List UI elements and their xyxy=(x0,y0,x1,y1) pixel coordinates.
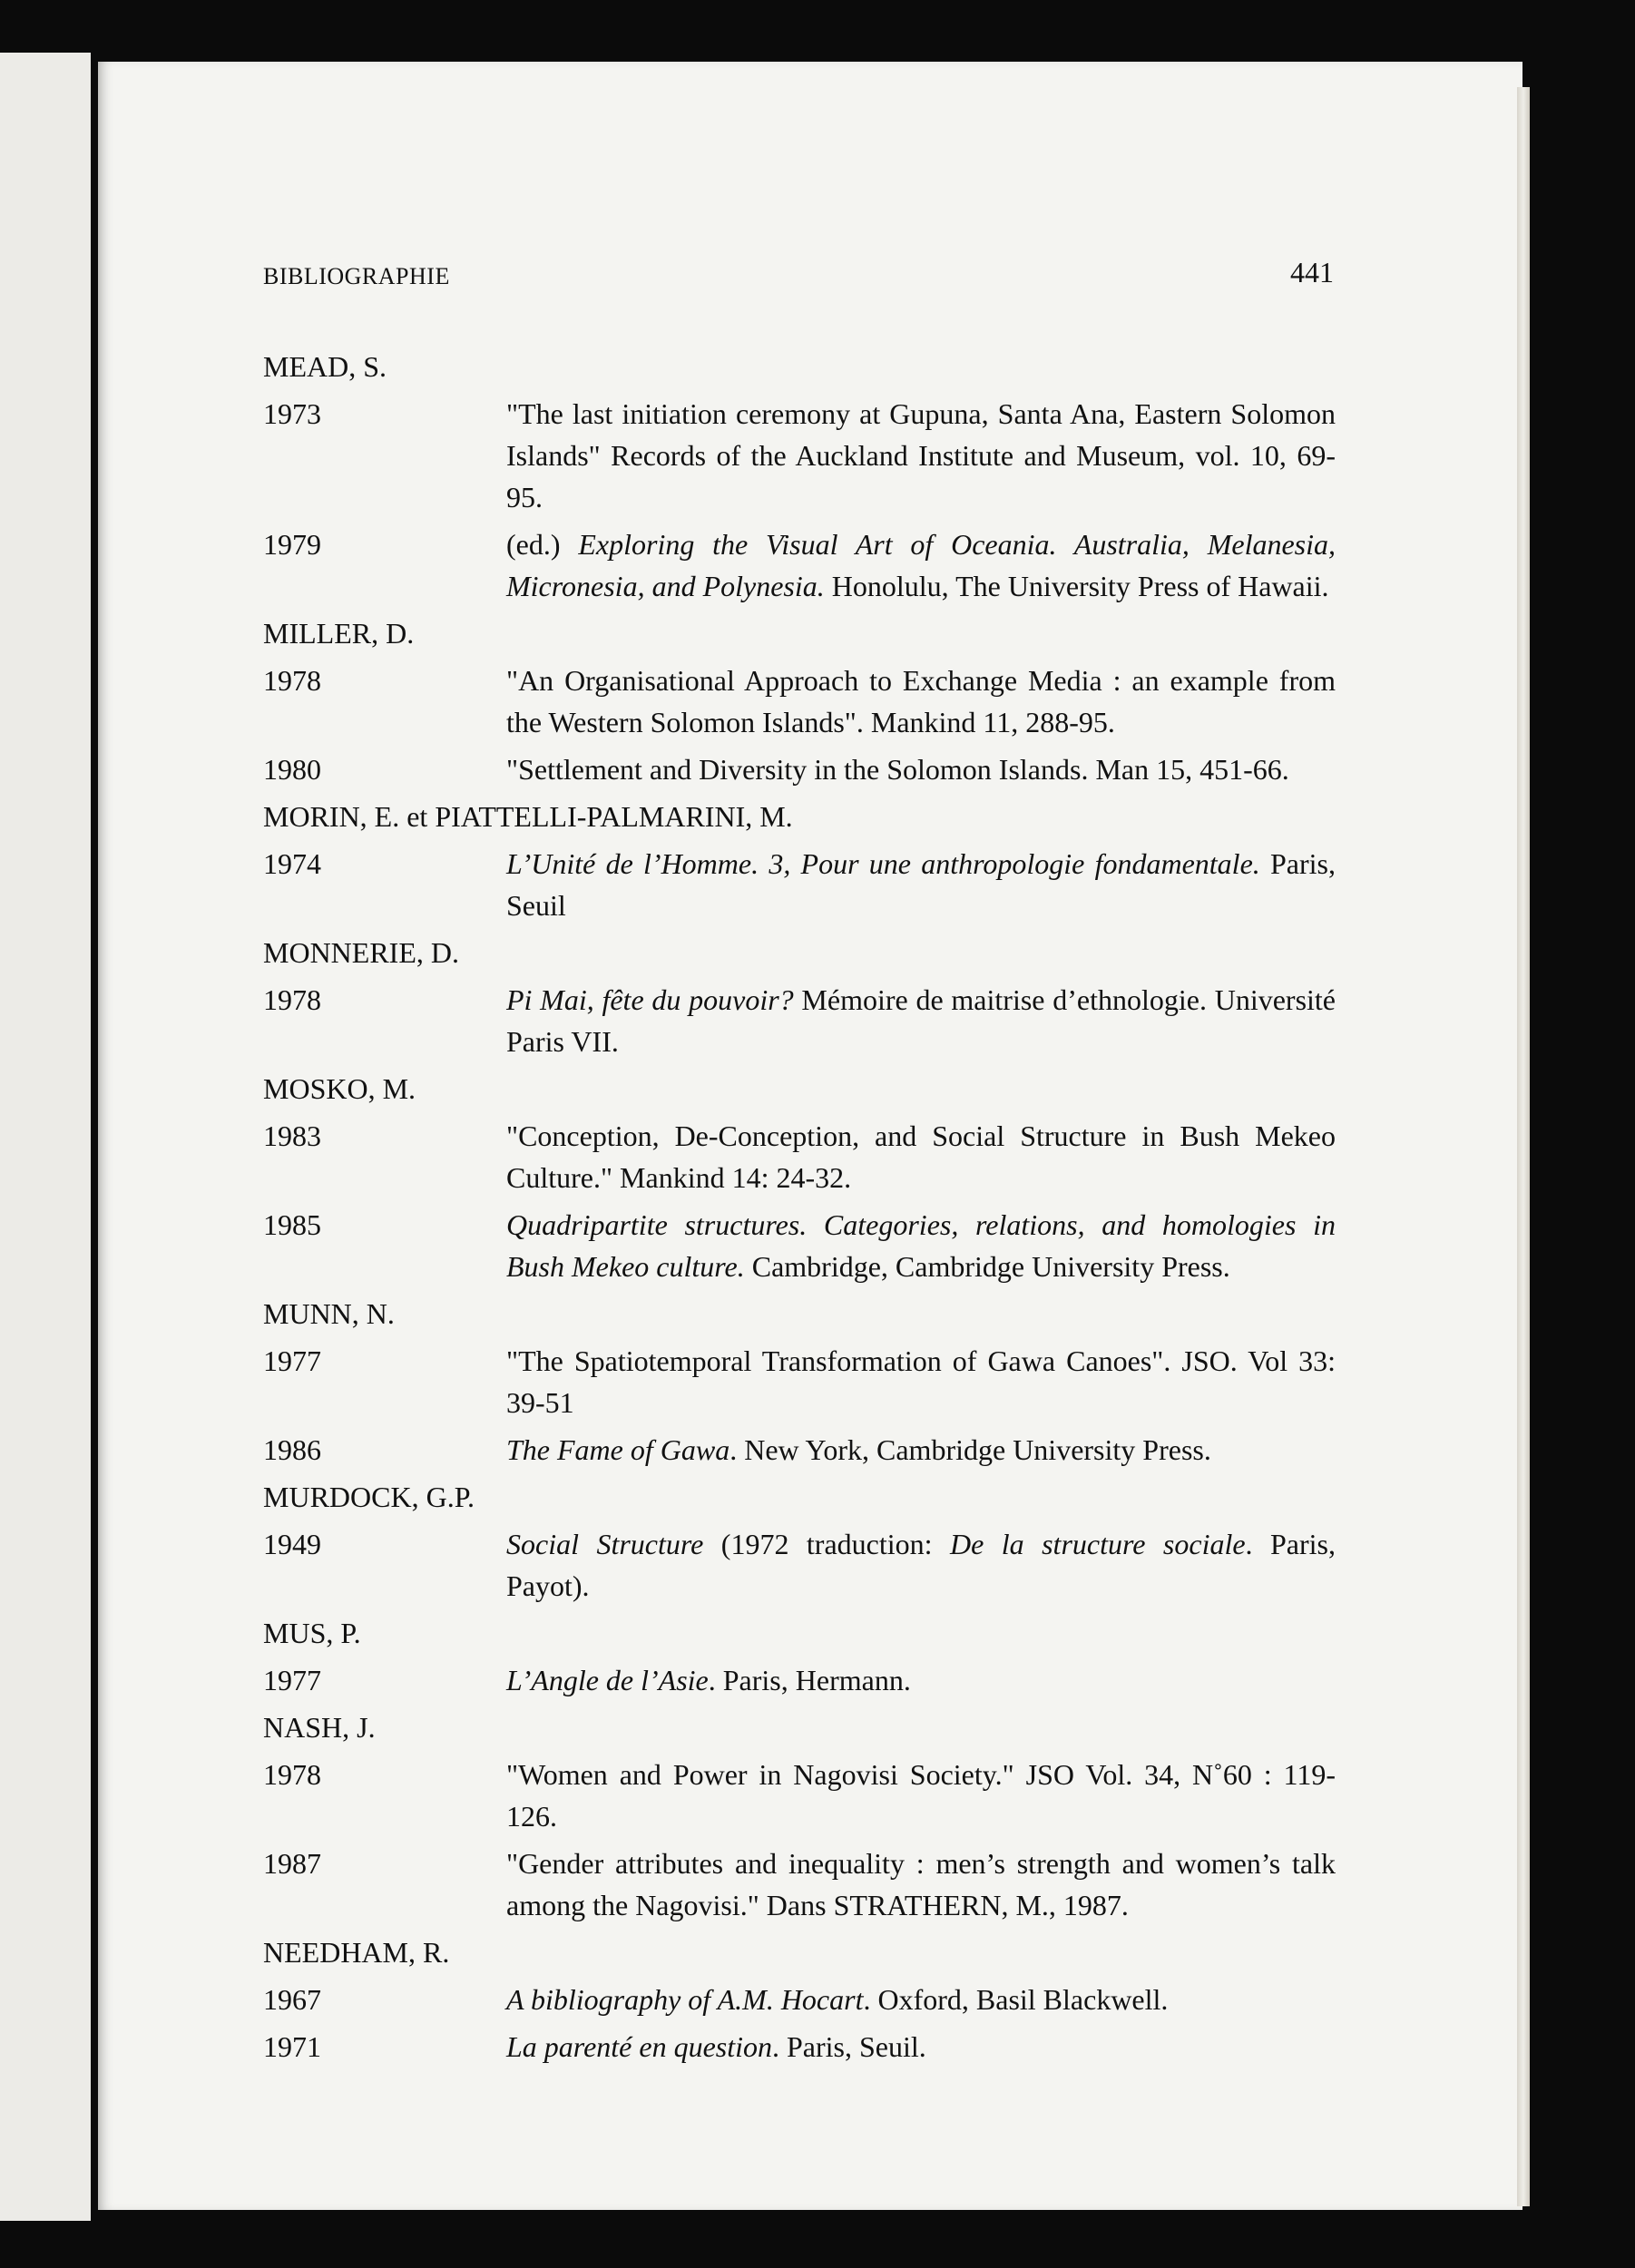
entry-reference xyxy=(506,1115,1336,1198)
bibliography-author: NEEDHAM, R. xyxy=(263,1936,450,1969)
bibliography-author: MOSKO, M. xyxy=(263,1072,416,1105)
reference-text: . Oxford, Basil Blackwell. xyxy=(863,1983,1169,2016)
bibliography-entry xyxy=(263,1426,1336,1473)
bibliography-author: NASH, J. xyxy=(263,1711,376,1744)
reference-text: "The last initiation ceremony at Gupuna, Santa Ana, Eastern Solomon Islands" Records of the Auckland Institute and Museum, vol. 10, 69-95. xyxy=(506,397,1336,513)
reference-text: "Settlement and Diversity in the Solomon Islands. Man 15, 451-66. xyxy=(506,753,1289,786)
reference-title: De la structure sociale xyxy=(949,1528,1246,1560)
bibliography-entry xyxy=(263,521,1336,610)
bibliography-entry xyxy=(263,976,1336,1065)
page-stack-edge xyxy=(1517,87,1530,2206)
bibliography-entry xyxy=(263,1520,1336,1609)
reference-text: (1972 traduction: xyxy=(703,1528,950,1560)
bibliography-entry xyxy=(263,746,1336,793)
entry-year: 1949 xyxy=(263,1528,321,1560)
bibliography-entry xyxy=(263,1840,1336,1929)
entry-year: 1979 xyxy=(263,528,321,561)
reference-title: La parenté en question xyxy=(506,2030,772,2063)
reference-text: Honolulu, The University Press of Hawaii. xyxy=(824,570,1329,602)
bibliography-author: MEAD, S. xyxy=(263,350,387,383)
entry-reference xyxy=(506,1340,1336,1423)
entry-year: 1971 xyxy=(263,2030,321,2063)
reference-text: . Paris, Payot). xyxy=(506,1528,1336,1602)
entry-reference xyxy=(506,748,1336,790)
bibliography-entry xyxy=(263,657,1336,746)
page-number: 441 xyxy=(1290,256,1334,288)
entry-year: 1977 xyxy=(263,1344,321,1377)
entry-reference xyxy=(506,1843,1336,1926)
bibliography-entry xyxy=(263,1751,1336,1840)
reference-title: L’Unité de l’Homme. 3, Pour une anthropologie fondamentale. xyxy=(506,847,1260,880)
entry-reference xyxy=(506,1754,1336,1837)
reference-title: The Fame of Gawa xyxy=(506,1433,730,1466)
running-title: BIBLIOGRAPHIE xyxy=(263,263,450,289)
reference-text: Paris, Seuil xyxy=(506,847,1336,922)
bibliography-author: MORIN, E. et PIATTELLI-PALMARINI, M. xyxy=(263,800,793,833)
reference-title: Exploring the Visual Art of Oceania. Australia, Melanesia, Micronesia, and Polynesia. xyxy=(506,528,1336,602)
entry-reference xyxy=(506,843,1336,926)
reference-text: (ed.) xyxy=(506,528,579,561)
entry-year: 1986 xyxy=(263,1433,321,1466)
left-page-edge xyxy=(0,53,91,2221)
bibliography-entry xyxy=(263,1112,1336,1201)
entry-year: 1974 xyxy=(263,847,321,880)
reference-text: "The Spatiotemporal Transformation of Gawa Canoes". JSO. Vol 33: 39-51 xyxy=(506,1344,1336,1419)
reference-text: . Paris, Seuil. xyxy=(772,2030,926,2063)
reference-text: . Paris, Hermann. xyxy=(708,1664,911,1696)
bibliography-author: MONNERIE, D. xyxy=(263,936,459,969)
reference-text: "Gender attributes and inequality : men’s strength and women’s talk among the Nagovisi." Dans STRATHERN, M., 1987. xyxy=(506,1847,1336,1921)
entry-reference xyxy=(506,979,1336,1062)
bibliography-author: MURDOCK, G.P. xyxy=(263,1481,475,1513)
reference-text: . New York, Cambridge University Press. xyxy=(729,1433,1211,1466)
reference-text: Mémoire de maitrise d’ethnologie. Université Paris VII. xyxy=(506,983,1336,1058)
entry-year: 1977 xyxy=(263,1664,321,1696)
entry-reference xyxy=(506,1204,1336,1287)
entry-year: 1983 xyxy=(263,1119,321,1152)
reference-text: "An Organisational Approach to Exchange Media : an example from the Western Solomon Islands". Mankind 11, 288-95. xyxy=(506,664,1336,738)
entry-reference xyxy=(506,1523,1336,1607)
bibliography-entry xyxy=(263,1657,1336,1704)
reference-text: "Conception, De-Conception, and Social Structure in Bush Mekeo Culture." Mankind 14: 24-32. xyxy=(506,1119,1336,1194)
bibliography-entry xyxy=(263,1976,1336,2023)
entry-reference xyxy=(506,1429,1336,1471)
entry-year: 1967 xyxy=(263,1983,321,2016)
entry-reference xyxy=(506,523,1336,607)
bibliography-entry xyxy=(263,2023,1336,2070)
entry-reference xyxy=(506,660,1336,743)
entry-year: 1987 xyxy=(263,1847,321,1880)
reference-title: L’Angle de l’Asie xyxy=(506,1664,709,1696)
bibliography-author: MILLER, D. xyxy=(263,617,415,650)
bibliography-entry xyxy=(263,390,1336,521)
entry-reference xyxy=(506,393,1336,518)
reference-text: Cambridge, Cambridge University Press. xyxy=(744,1250,1230,1283)
reference-text: "Women and Power in Nagovisi Society." JSO Vol. 34, N˚60 : 119-126. xyxy=(506,1758,1336,1833)
bibliography-entry xyxy=(263,1337,1336,1426)
entry-year: 1978 xyxy=(263,664,321,697)
bibliography-author: MUNN, N. xyxy=(263,1297,395,1330)
entry-year: 1980 xyxy=(263,753,321,786)
entry-year: 1985 xyxy=(263,1208,321,1241)
entry-reference xyxy=(506,2026,1336,2068)
page-header xyxy=(263,256,1334,301)
reference-title: A bibliography of A.M. Hocart xyxy=(506,1983,864,2016)
reference-title: Quadripartite structures. Categories, relations, and homologies in Bush Mekeo culture. xyxy=(506,1208,1336,1283)
entry-year: 1978 xyxy=(263,983,321,1016)
reference-title: Social Structure xyxy=(506,1528,704,1560)
entry-year: 1978 xyxy=(263,1758,321,1791)
bibliography-entry xyxy=(263,1201,1336,1290)
entry-reference xyxy=(506,1979,1336,2020)
entry-reference xyxy=(506,1659,1336,1701)
reference-title: Pi Mai, fête du pouvoir? xyxy=(506,983,794,1016)
entry-year: 1973 xyxy=(263,397,321,430)
bibliography-list xyxy=(263,343,1336,2070)
bibliography-entry xyxy=(263,840,1336,929)
bibliography-author: MUS, P. xyxy=(263,1617,361,1649)
